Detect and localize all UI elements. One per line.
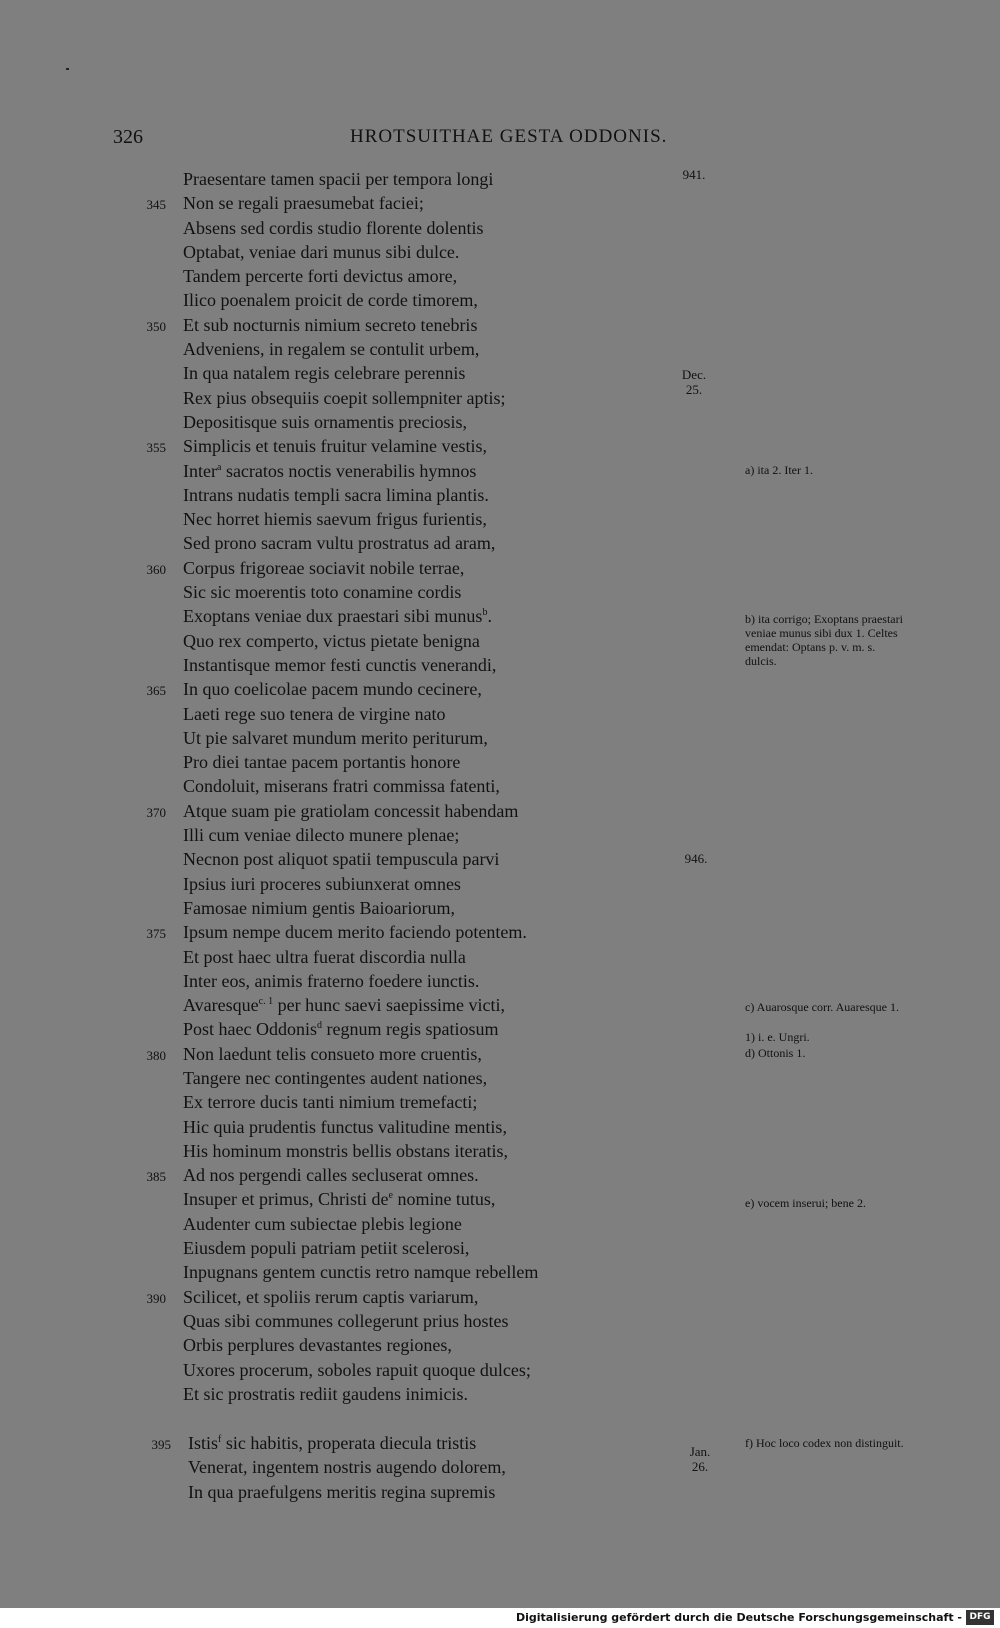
verse-line (183, 896, 538, 920)
verse-line (183, 604, 538, 628)
verse-text-main: Quo rex comperto, victus pietate benigna (183, 630, 480, 651)
verse-text-main: Necnon post aliquot spatii tempuscula parvi (183, 849, 500, 870)
verse-line (183, 847, 538, 871)
verse-text-main: In quo coelicolae pacem mundo cecinere, (183, 679, 482, 700)
margin-date-month: Dec. (681, 367, 707, 382)
footer-bar (0, 1608, 1000, 1628)
verse-text (183, 653, 496, 677)
margin-date-941: 941. (682, 167, 706, 182)
verse-text-main: Ex terrore ducis tanti nimium tremefacti; (183, 1092, 478, 1113)
verse-text (183, 872, 461, 896)
verse-text-rest: regnum regis spatiosum (322, 1019, 499, 1040)
verse-line (183, 264, 538, 288)
verse-text-main: Famosae nimium gentis Baioariorum, (183, 897, 455, 918)
verse-text-main: Istis (188, 1433, 219, 1453)
verse-text (183, 313, 477, 337)
verse-text-main: Laeti rege suo tenera de virgine nato (183, 703, 446, 724)
verse-text (183, 1017, 498, 1041)
verse-text (183, 1187, 495, 1211)
footnote-e: e) vocem inserui; bene 2. (745, 1196, 866, 1210)
verse-text-main: Atque suam pie gratiolam concessit habendam (183, 800, 519, 821)
verse-line (146, 191, 538, 215)
verse-number: 375 (146, 926, 166, 942)
verse-line (183, 823, 538, 847)
verse-text (183, 896, 455, 920)
verse-text (183, 556, 464, 580)
scan-speck (66, 68, 69, 70)
verse-text (183, 434, 487, 458)
footnote-c1: 1) i. e. Ungri. (745, 1030, 810, 1044)
verse-text-main: Intrans nudatis templi sacra limina plantis. (183, 484, 489, 505)
verse-line (183, 507, 538, 531)
verse-text-main: Et sub nocturnis nimium secreto tenebris (183, 314, 478, 335)
verse-text-main: Absens sed cordis studio florente dolentis (183, 217, 484, 238)
verse-text-main: Nec horret hiemis saevum frigus furientis, (183, 509, 487, 530)
verse-text (183, 580, 461, 604)
verse-text-main: Depositisque suis ornamentis preciosis, (183, 411, 467, 432)
verse-line (183, 1309, 538, 1333)
verse-line (183, 410, 538, 434)
verse-text (183, 677, 482, 701)
verse-text-rest: . (487, 606, 492, 627)
verse-text-main: Audenter cum subiectae plebis legione (183, 1213, 462, 1234)
verse-line (183, 216, 538, 240)
verse-number: 360 (146, 561, 166, 577)
verse-text-main: Scilicet, et spoliis rerum captis variarum, (183, 1286, 479, 1307)
verse-block (146, 167, 539, 1406)
verse-text (183, 337, 479, 361)
verse-text-main: Ad nos pergendi calles secluserat omnes. (183, 1165, 479, 1186)
verse-text-main: Ut pie salvaret mundum merito periturum, (183, 727, 488, 748)
verse-text-main: Quas sibi communes collegerunt prius hostes (183, 1310, 509, 1331)
verse-text-main: Praesentare tamen spacii per tempora longi (183, 169, 494, 189)
verse-text (183, 459, 476, 483)
verse-text (183, 823, 459, 847)
verse-number: 385 (146, 1169, 166, 1185)
verse-text (183, 1163, 479, 1187)
verse-text-main: Non laedunt telis consueto more cruentis, (183, 1043, 482, 1064)
verse-text-main: Condoluit, miserans fratri commissa fatenti, (183, 776, 500, 797)
verse-number: 390 (146, 1290, 166, 1306)
verse-block (151, 1431, 506, 1504)
verse-text-main: Inter eos, animis fraterno foedere iunctis. (183, 970, 480, 991)
verse-line (146, 677, 538, 701)
footnote-marker: a (216, 461, 222, 473)
verse-text-main: Non se regali praesumebat faciei; (183, 193, 424, 214)
verse-line (183, 653, 538, 677)
verse-text (183, 507, 487, 531)
verse-text (188, 1431, 476, 1455)
verse-text (183, 1042, 482, 1066)
verse-text (183, 1260, 538, 1284)
verse-text (183, 264, 457, 288)
verse-text-main: Sic sic moerentis toto conamine cordis (183, 582, 462, 603)
verse-number: 365 (146, 683, 166, 699)
verse-text-main: In qua praefulgens meritis regina supremis (188, 1481, 496, 1502)
verse-line (183, 969, 538, 993)
verse-line (183, 945, 538, 969)
margin-date-jan (680, 1444, 720, 1474)
verse-line (146, 313, 538, 337)
verse-text (183, 1090, 477, 1114)
verse-text (188, 1455, 506, 1479)
verse-text-main: Venerat, ingentem nostris augendo dolorem, (188, 1457, 506, 1478)
verse-text-main: Instantisque memor festi cunctis venerandi, (183, 654, 497, 675)
verse-text-main: Illi cum veniae dilecto munere plenae; (183, 825, 460, 846)
verse-line (183, 167, 538, 191)
verse-line (183, 288, 538, 312)
verse-text-main: Inpugnans gentem cunctis retro namque rebellem (183, 1262, 539, 1283)
footnote-marker: c. 1 (258, 996, 274, 1008)
verse-text-main: Insuper et primus, Christi de (183, 1189, 389, 1210)
verse-line (188, 1480, 506, 1504)
verse-line (146, 1163, 538, 1187)
verse-line (183, 1066, 538, 1090)
margin-date-month: Jan. (689, 1444, 711, 1459)
verse-line (183, 629, 538, 653)
verse-line (183, 531, 538, 555)
verse-text-main: His hominum monstris bellis obstans iteratis, (183, 1140, 508, 1161)
verse-line (183, 872, 538, 896)
verse-text-main: Et post haec ultra fuerat discordia nulla (183, 946, 466, 967)
verse-text (183, 774, 500, 798)
verse-text-main: Ilico poenalem proicit de corde timorem, (183, 290, 478, 311)
verse-text-main: Tangere nec contingentes audent nationes, (183, 1067, 488, 1088)
verse-text-main: Simplicis et tenuis fruitur velamine vestis, (183, 436, 487, 457)
verse-text (183, 1358, 531, 1382)
footnote-marker: d (317, 1020, 322, 1032)
verse-text-main: Adveniens, in regalem se contulit urbem, (183, 339, 480, 360)
verse-line (183, 702, 538, 726)
verse-text-main: Optabat, veniae dari munus sibi dulce. (183, 241, 460, 262)
verse-line (183, 993, 538, 1017)
verse-text-main: Pro diei tantae pacem portantis honore (183, 752, 461, 773)
verse-text-rest: nomine tutus, (392, 1189, 496, 1210)
footnote-d: d) Ottonis 1. (745, 1046, 806, 1060)
verse-text (183, 1333, 452, 1357)
verse-text-rest: sacratos noctis venerabilis hymnos (221, 460, 477, 481)
verse-text-main: Exoptans veniae dux praestari sibi munus (183, 606, 483, 627)
verse-line (183, 1187, 538, 1211)
verse-text (183, 750, 460, 774)
verse-text (183, 847, 499, 871)
verse-text (183, 1139, 508, 1163)
verse-text-main: Ipsius iuri proceres subiunxerat omnes (183, 873, 461, 894)
verse-text (183, 1309, 508, 1333)
verse-text-main: Tandem percerte forti devictus amore, (183, 266, 458, 287)
verse-number: 370 (146, 804, 166, 820)
verse-text-main: Avaresque (183, 995, 259, 1016)
footnote-c: c) Auarosque corr. Auaresque 1. (745, 1000, 899, 1014)
verse-line (183, 483, 538, 507)
verse-text (183, 993, 505, 1017)
verse-text-main: Inter (183, 460, 217, 481)
verse-text-main: Et sic prostratis rediit gaudens inimicis. (183, 1383, 468, 1404)
verse-text (183, 410, 467, 434)
verse-text-main: Rex pius obsequiis coepit sollempniter aptis; (183, 387, 506, 408)
verse-text (183, 531, 495, 555)
verse-line (146, 434, 538, 458)
verse-text (183, 629, 480, 653)
verse-line (183, 361, 538, 385)
verse-text (183, 604, 492, 628)
verse-line (183, 1260, 538, 1284)
page-number: 326 (113, 126, 143, 148)
verse-text-main: In qua natalem regis celebrare perennis (183, 363, 466, 384)
footnote-b: b) ita corrigo; Exoptans praestari veniae munus sibi dux 1. Celtes emendat: Optans p. v. m. s. dulcis. (745, 612, 903, 668)
verse-text-main: Hic quia prudentis functus valitudine mentis, (183, 1116, 507, 1137)
verse-line (183, 240, 538, 264)
footnote-marker: e (388, 1190, 393, 1202)
verse-text (183, 1115, 507, 1139)
verse-text-main: Ipsum nempe ducem merito faciendo potentem. (183, 922, 527, 943)
verse-line (146, 556, 538, 580)
verse-line (183, 1358, 538, 1382)
footer-credit: Digitalisierung gefördert durch die Deutsche Forschungsgemeinschaft - (515, 1611, 962, 1624)
verse-line (183, 337, 538, 361)
verse-text-main: Orbis perplures devastantes regiones, (183, 1335, 452, 1356)
verse-text (183, 167, 493, 191)
verse-line (146, 920, 538, 944)
verse-text-rest: per hunc saevi saepissime victi, (273, 995, 506, 1016)
verse-text-main: Sed prono sacram vultu prostratus ad aram, (183, 533, 496, 554)
footnote-f: f) Hoc loco codex non distinguit. (745, 1436, 904, 1450)
margin-date-946: 946. (684, 851, 708, 866)
verse-text-main: Post haec Oddonis (183, 1019, 317, 1040)
verse-line (183, 774, 538, 798)
verse-line (183, 1017, 538, 1041)
verse-text (183, 216, 483, 240)
margin-date-day: 25. (685, 382, 703, 397)
running-title: HROTSUITHAE GESTA ODDONIS. (350, 126, 668, 147)
verse-line (183, 1382, 538, 1406)
verse-number: 345 (146, 197, 166, 213)
verse-line (183, 750, 538, 774)
verse-text (183, 1285, 478, 1309)
verse-line (183, 1115, 538, 1139)
verse-number: 355 (146, 440, 166, 456)
verse-text-rest: sic habitis, properata diecula tristis (221, 1433, 477, 1453)
verse-line (183, 1212, 538, 1236)
verse-number: 395 (151, 1437, 171, 1452)
verse-text-main: Uxores procerum, soboles rapuit quoque dulces; (183, 1359, 531, 1380)
verse-line (183, 1333, 538, 1357)
verse-text (183, 1236, 469, 1260)
verse-text (183, 969, 479, 993)
verse-text-main: Corpus frigoreae sociavit nobile terrae, (183, 557, 465, 578)
footnote-a: a) ita 2. Iter 1. (745, 463, 813, 477)
verse-text (183, 1066, 487, 1090)
dfg-logo: DFG (966, 1610, 994, 1625)
margin-date-day: 26. (691, 1459, 709, 1474)
verse-line (146, 1285, 538, 1309)
verse-text (183, 386, 505, 410)
verse-line (151, 1431, 506, 1455)
verse-text (183, 1212, 462, 1236)
footnote-marker: b (482, 607, 488, 619)
verse-text (183, 702, 446, 726)
verse-text (183, 483, 489, 507)
verse-text (183, 288, 478, 312)
verse-line (146, 799, 538, 823)
verse-text (183, 191, 424, 215)
verse-text (188, 1480, 495, 1504)
verse-text (183, 945, 466, 969)
verse-text-main: Eiusdem populi patriam petiit scelerosi, (183, 1238, 470, 1259)
verse-line (183, 459, 538, 483)
verse-number: 350 (146, 318, 166, 334)
verse-text (183, 240, 459, 264)
footnote-marker: f (218, 1434, 222, 1445)
verse-line (183, 1139, 538, 1163)
verse-number: 380 (146, 1047, 166, 1063)
verse-line (183, 726, 538, 750)
verse-line (146, 1042, 538, 1066)
verse-line (183, 580, 538, 604)
margin-date-dec (674, 367, 714, 397)
verse-text (183, 361, 465, 385)
verse-text (183, 726, 488, 750)
verse-line (183, 1090, 538, 1114)
verse-line (183, 386, 538, 410)
verse-text (183, 920, 527, 944)
verse-text (183, 799, 518, 823)
verse-text (183, 1382, 468, 1406)
verse-line (183, 1236, 538, 1260)
verse-line (188, 1455, 506, 1479)
